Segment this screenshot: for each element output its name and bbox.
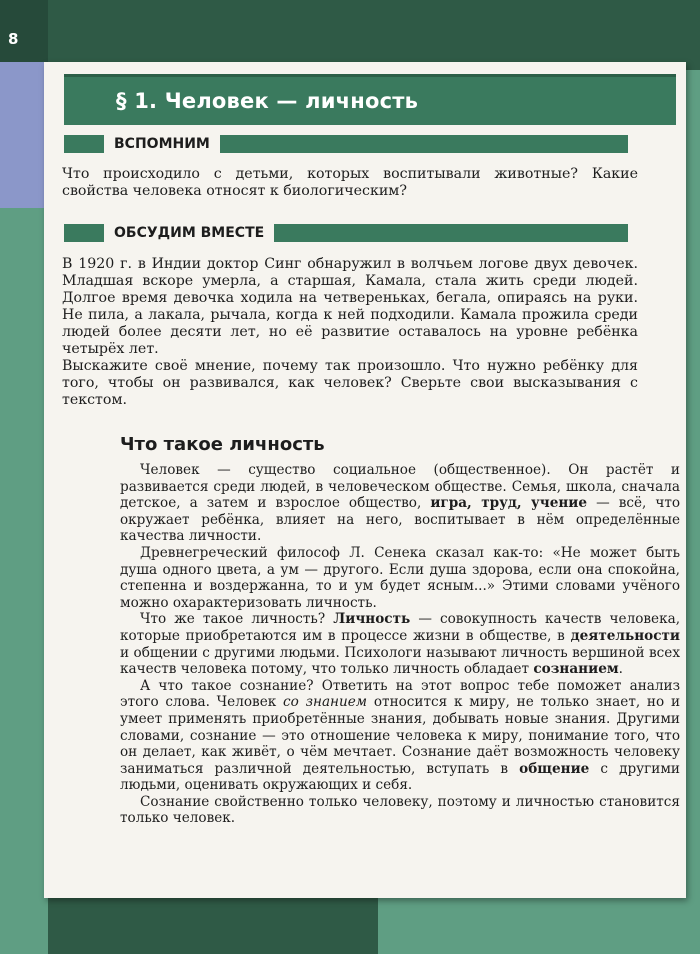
paragraph-3-question: Что же такое личность? xyxy=(140,611,326,628)
paragraph-3-period: . xyxy=(618,661,623,678)
paragraph-4-text: А что такое сознание? Ответить на этот вопрос тебе поможет анализ этого слова. Человек xyxy=(120,677,680,711)
term-communication: общение xyxy=(519,760,590,777)
background-top-band xyxy=(0,0,700,70)
paragraph-3-definition: — совокупность качеств человека, которые приобретаются им в процессе жизни в обществе, в xyxy=(120,611,681,644)
term-activity: деятельности xyxy=(570,627,680,644)
title-bar xyxy=(64,74,676,125)
paragraph-3 xyxy=(120,611,680,677)
paragraph-3-text: и общении с другими людьми. Психологи называют личность вершиной всех качеств человека потому, что только личность обладает xyxy=(120,644,680,678)
header-tail-bar xyxy=(220,135,628,153)
section-label-recall: ВСПОМНИМ xyxy=(104,136,220,152)
discuss-question-text: Выскажите своё мнение, почему так произошло. Что нужно ребёнку для того, чтобы он развивался, как человек? Сверьте свои высказывания с текстом. xyxy=(62,358,638,408)
paragraph-4-text-mid: относится к миру, не только знает, но и умеет применять приобретённые знания, добывать новые знания. Другими словами, сознание — это отношение человека к миру, понимание того, что он делает, как живёт, о чём мечтает. Сознание даёт возможность человеку заниматься различной деятельностью, вступать в xyxy=(120,694,681,777)
paragraph-1 xyxy=(120,462,680,545)
term-game-work-study: игра, труд, учение xyxy=(430,495,588,512)
term-personality: Личность xyxy=(333,611,411,628)
section-header-recall xyxy=(64,135,628,153)
paragraph-1-text: Человек — существо социальное (общественное). Он растёт и развивается среди людей, в человеческом обществе. Семья, школа, сначала детское, а затем и взрослое общество, xyxy=(120,462,680,512)
term-consciousness: сознанием xyxy=(533,661,619,678)
term-with-knowledge: со знанием xyxy=(283,694,368,711)
page-number: 8 xyxy=(8,30,19,48)
header-lead-bar xyxy=(64,135,104,153)
page-title: § 1. Человек — личность xyxy=(116,89,419,113)
paragraph-5: Сознание свойственно только человеку, поэтому и личностью становится только человек. xyxy=(120,793,680,827)
paragraph-4-text-end: с другими людьми, оценивать окружающих и себя. xyxy=(120,760,680,794)
paragraph-2: Древнегреческий философ Л. Сенека сказал как-то: «Не может быть душа одного цвета, а ум — другого. Если душа здорова, если она спокойна, степенна и воздержанна, то и ум будет ясным...» Этими словами учёного можно охарактеризовать личность. xyxy=(120,544,680,611)
paragraph-4 xyxy=(120,678,680,794)
section-label-discuss: ОБСУДИМ ВМЕСТЕ xyxy=(104,225,274,241)
header-tail-bar xyxy=(274,224,628,242)
discuss-story-text: В 1920 г. в Индии доктор Синг обнаружил в волчьем логове двух девочек. Младшая вскоре умерла, а старшая, Камала, стала жить среди людей. Долгое время девочка ходила на четвереньках, бегала, опираясь на руки. Не пила, а лакала, рычала, когда к ней подходили. Камала прожила среди людей более десяти лет, но её развитие оставалось на уровне ребёнка четырёх лет. xyxy=(62,256,638,357)
subheading: Что такое личность xyxy=(120,434,325,455)
header-lead-bar xyxy=(64,224,104,242)
recall-question-text: Что происходило с детьми, которых воспитывали животные? Какие свойства человека относят к биологическим? xyxy=(62,166,638,199)
main-text xyxy=(120,462,680,827)
textbook-page xyxy=(44,62,686,898)
paragraph-1-text-end: — всё, что окружает ребёнка, влияет на него, воспитывает в нём определённые качества личности. xyxy=(120,495,681,545)
background-bottom-band xyxy=(48,890,378,954)
section-header-discuss xyxy=(64,224,628,242)
